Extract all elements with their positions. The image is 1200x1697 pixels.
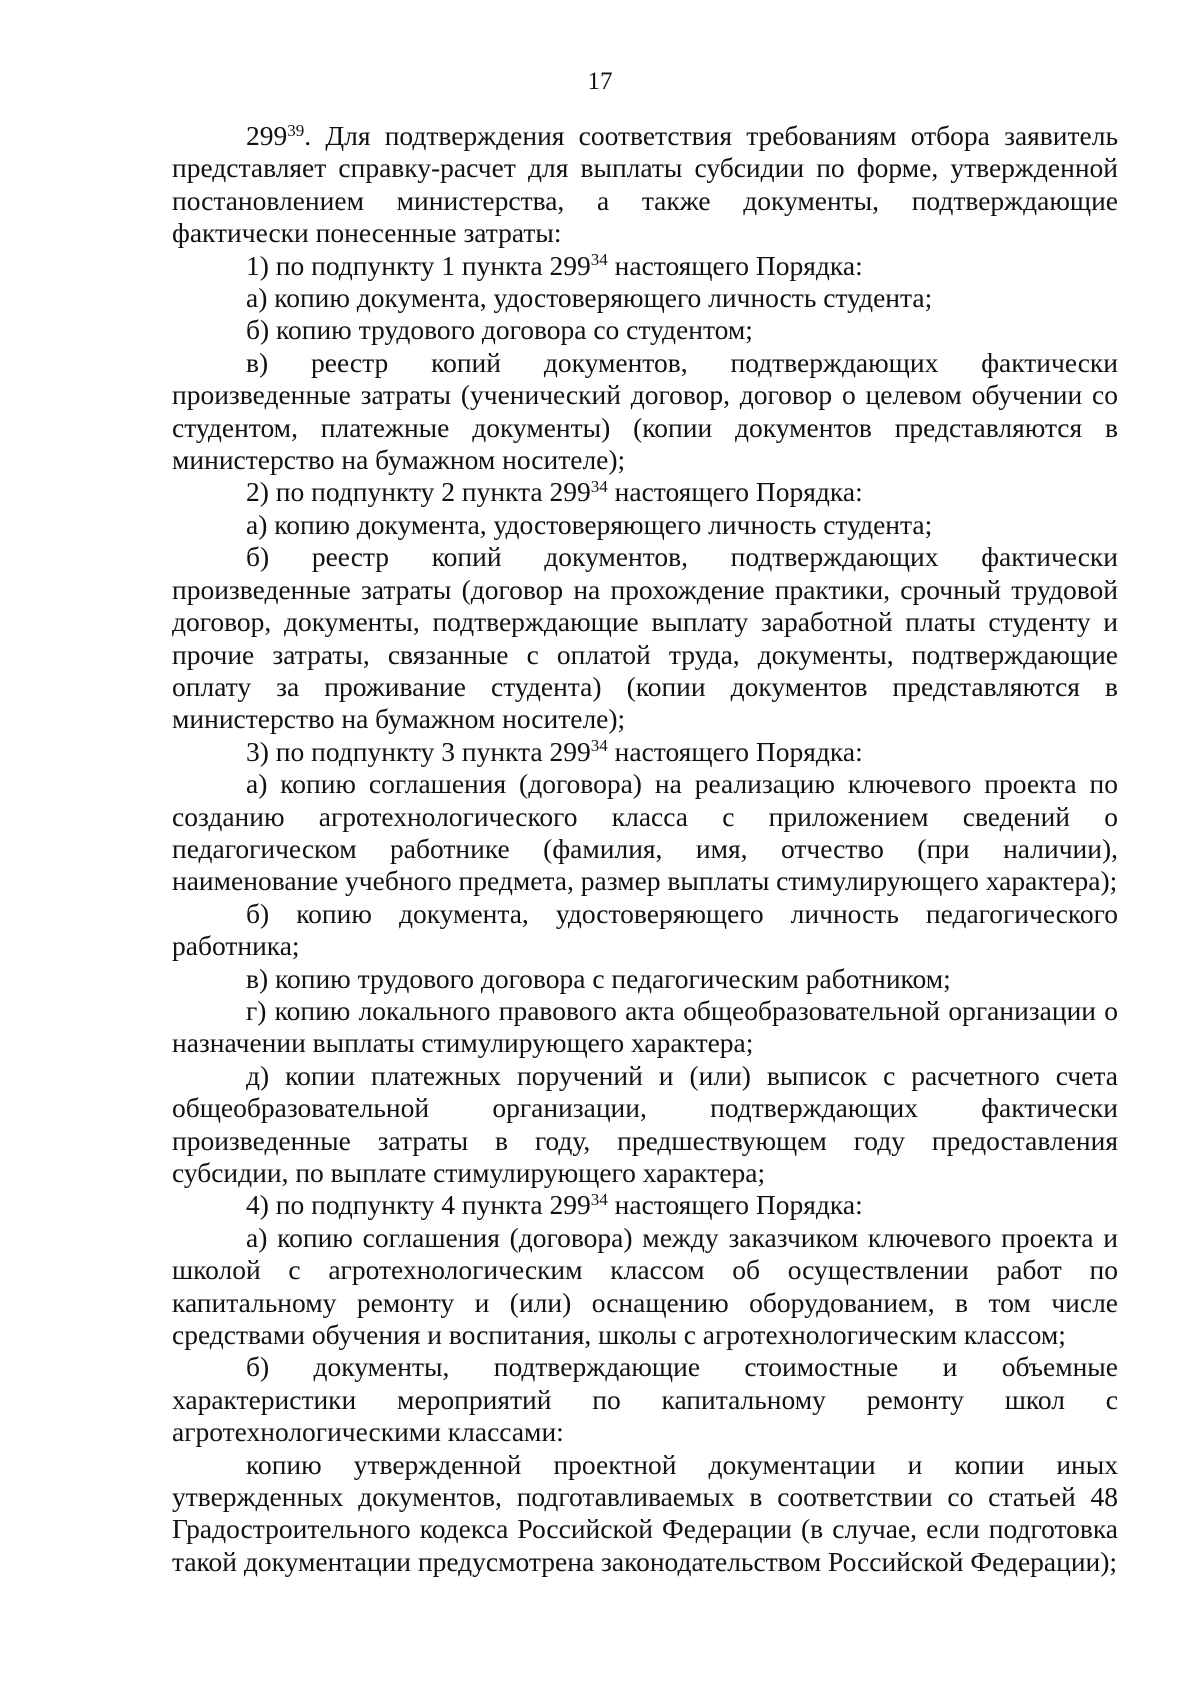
paragraph-rest: настоящего Порядка:: [607, 1189, 863, 1221]
superscript: 34: [590, 250, 608, 270]
superscript: 34: [590, 477, 608, 497]
document-body: [172, 120, 1118, 1578]
paragraph-lead: 3) по подпункту 3 пункта 299: [246, 735, 591, 767]
paragraph-item-4: [172, 1189, 1118, 1221]
paragraph-3v: в) копию трудового договора с педагогическим работником;: [246, 962, 951, 994]
paragraph-lead: 299: [246, 120, 288, 151]
paragraph-1b: б) копию трудового договора со студентом;: [246, 314, 753, 346]
paragraph-3d: д) копии платежных поручений и (или) выписок с расчетного счета общеобразовательной организации, подтверждающих фактически произведенные затраты в году, предшествующем году предоставления субсидии, по выплате стимулирующего характера;: [172, 1059, 1118, 1188]
paragraph-2b: б) реестр копий документов, подтверждающих фактически произведенные затраты (договор на прохождение практики, срочный трудовой договор, документы, подтверждающие выплату заработной платы студенту и прочие затраты, связанные с оплатой труда, документы, подтверждающие оплату за проживание студента) (копии документов представляются в министерство на бумажном носителе);: [172, 541, 1118, 735]
paragraph-4a: а) копию соглашения (договора) между заказчиком ключевого проекта и школой с агротехнологическим классом об осуществлении работ по капитальному ремонту и (или) оснащению оборудованием, в том числе средствами обучения и воспитания, школы с агротехнологическим классом;: [172, 1221, 1118, 1351]
paragraph-rest: настоящего Порядка:: [607, 476, 863, 508]
paragraph-rest: настоящего Порядка:: [607, 735, 863, 767]
paragraph-4b-project-docs: копию утвержденной проектной документации и копии иных утвержденных документов, подготавливаемых в соответствии со статьей 48 Градостроительного кодекса Российской Федерации (в случае, если подготовка такой документации предусмотрена законодательством Российской Федерации);: [172, 1448, 1118, 1577]
paragraph-3g: г) копию локального правового акта общеобразовательной организации о назначении выплаты стимулирующего характера;: [172, 994, 1118, 1059]
paragraph-4b: б) документы, подтверждающие стоимостные и объемные характеристики мероприятий по капитальному ремонту школ с агротехнологическими классами:: [172, 1351, 1118, 1448]
paragraph-item-2: [172, 476, 1118, 508]
paragraph-lead: 1) по подпункту 1 пункта 299: [246, 249, 591, 281]
paragraph-2a: а) копию документа, удостоверяющего личность студента;: [246, 508, 933, 540]
paragraph-rest: . Для подтверждения соответствия требованиям отбора заявитель представляет справку-расчет для выплаты субсидии по форме, утвержденной постановлением министерства, а также документы, подтверждающие фактически понесенные затраты:: [172, 120, 1118, 249]
paragraph-1a: а) копию документа, удостоверяющего личность студента;: [246, 282, 933, 314]
paragraph-lead: 4) по подпункту 4 пункта 299: [246, 1189, 591, 1221]
paragraph-lead: 2) по подпункту 2 пункта 299: [246, 476, 591, 508]
paragraph-3b: б) копию документа, удостоверяющего личность педагогического работника;: [172, 897, 1118, 962]
superscript: 34: [590, 736, 608, 756]
paragraph-item-3: [172, 736, 1118, 768]
paragraph-rest: настоящего Порядка:: [607, 249, 863, 281]
paragraph-299-39: [172, 120, 1118, 250]
paragraph-3a: а) копию соглашения (договора) на реализацию ключевого проекта по созданию агротехнологического класса с приложением сведений о педагогическом работнике (фамилия, имя, отчество (при наличии), наименование учебного предмета, размер выплаты стимулирующего характера);: [172, 768, 1118, 897]
paragraph-1v: в) реестр копий документов, подтверждающих фактически произведенные затраты (ученический договор, договор о целевом обучении со студентом, платежные документы) (копии документов представляются в министерство на бумажном носителе);: [172, 346, 1118, 476]
paragraph-item-1: [172, 250, 1118, 282]
superscript: 39: [287, 120, 305, 140]
page-number: 17: [587, 68, 613, 95]
superscript: 34: [590, 1190, 608, 1210]
